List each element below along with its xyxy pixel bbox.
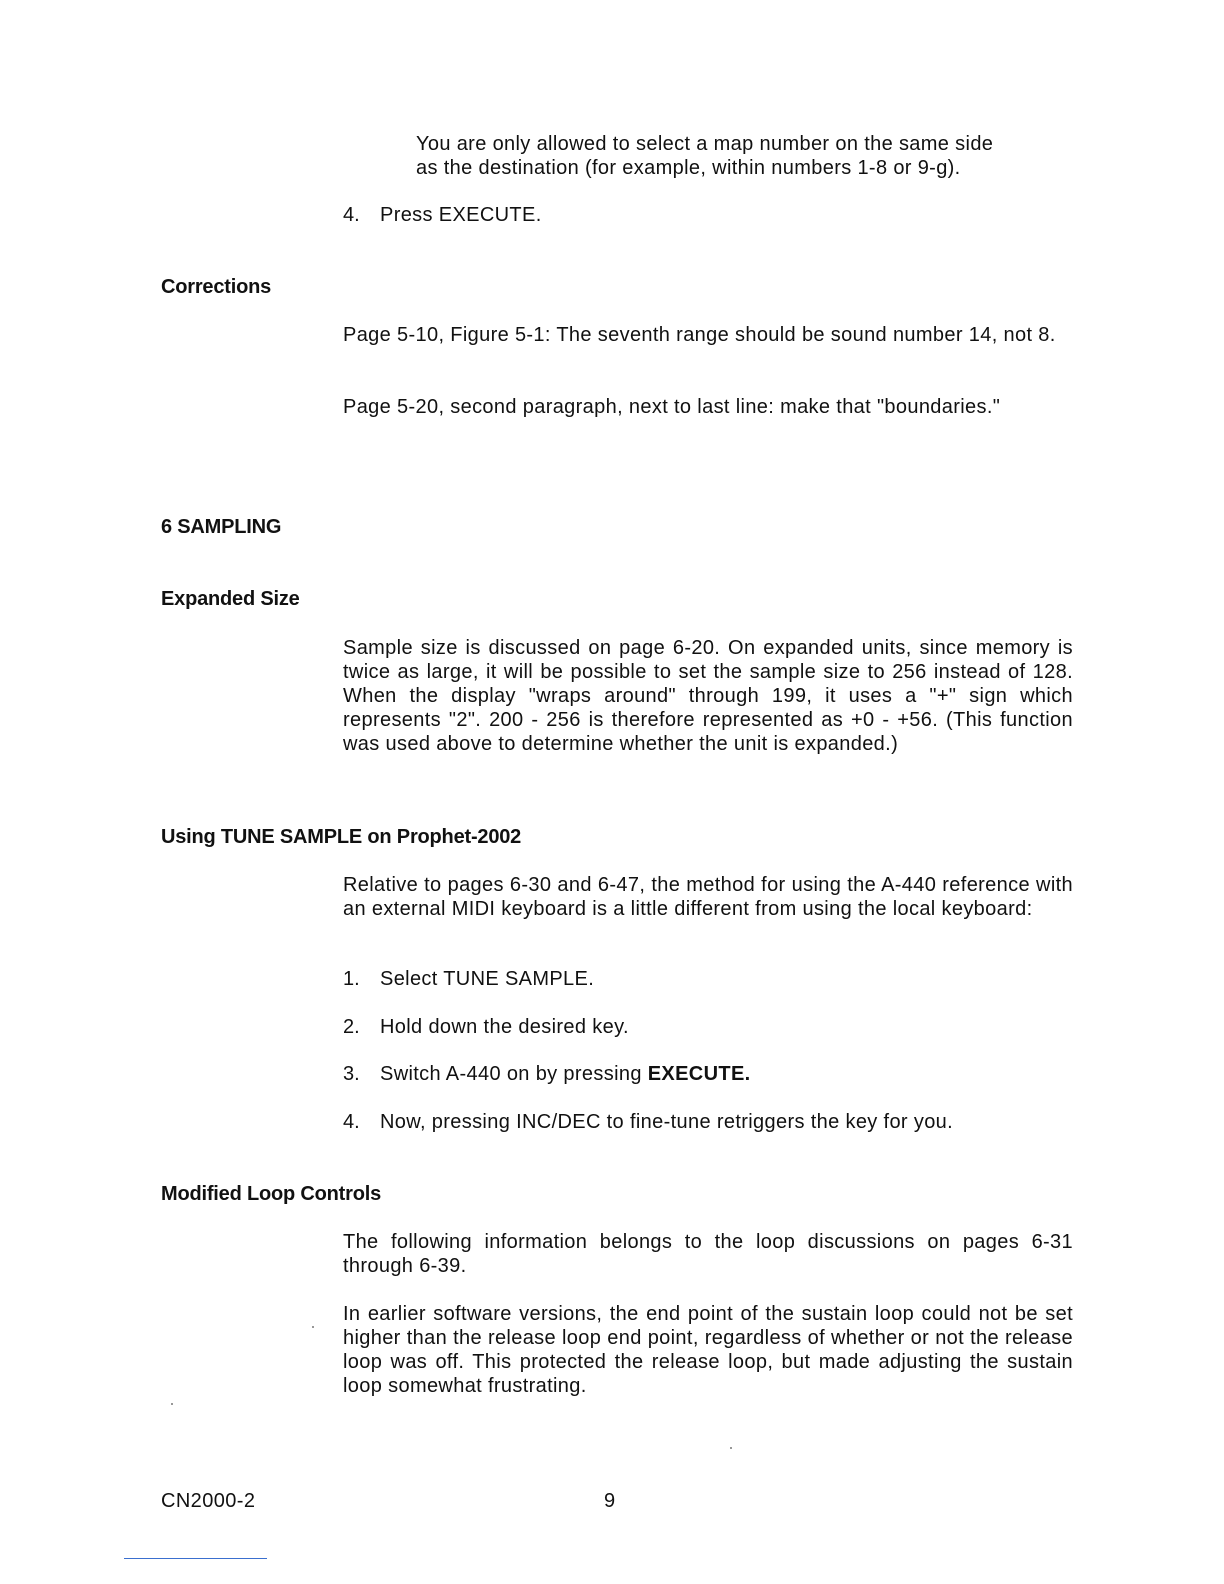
- scan-speck: [312, 1326, 314, 1328]
- step-number: 3.: [343, 1063, 360, 1085]
- step-number: 2.: [343, 1016, 360, 1038]
- correction-paragraph-1: Page 5-10, Figure 5-1: The seventh range should be sound number 14, not 8.: [343, 324, 1056, 346]
- step-number: 1.: [343, 968, 360, 990]
- execute-step: [343, 203, 542, 227]
- correction-paragraph-2: Page 5-20, second paragraph, next to last line: make that "boundaries.": [343, 396, 1001, 418]
- tune-step-2: [343, 1015, 629, 1039]
- map-number-note: [416, 132, 1076, 180]
- scan-speck: [730, 1447, 732, 1449]
- step-number: 4.: [343, 1111, 360, 1133]
- scan-speck: [171, 1403, 173, 1405]
- step-text: Press EXECUTE.: [380, 204, 542, 226]
- tune-sample-heading: Using TUNE SAMPLE on Prophet-2002: [161, 826, 522, 848]
- execute-keyword: EXECUTE.: [647, 1063, 751, 1085]
- map-number-note-line2: as the destination (for example, within numbers 1-8 or 9-g).: [416, 157, 961, 179]
- loop-controls-paragraph-2: In earlier software versions, the end point of the sustain loop could not be set higher than the release loop end point, regardless of whether or not the release loop was off. This protected the release loop, but made adjusting the sustain loop somewhat frustrating.: [343, 1303, 1073, 1397]
- loop-controls-paragraph-1: The following information belongs to the loop discussions on pages 6-31 through 6-39.: [343, 1231, 1073, 1277]
- step-text: Switch A-440 on by pressing: [380, 1063, 648, 1085]
- corrections-heading: Corrections: [161, 276, 272, 298]
- tune-step-4: [343, 1110, 953, 1134]
- step-text: Select TUNE SAMPLE.: [380, 968, 595, 990]
- map-number-note-line1: You are only allowed to select a map number on the same side: [416, 133, 994, 155]
- step-text: Now, pressing INC/DEC to fine-tune retriggers the key for you.: [380, 1111, 954, 1133]
- loop-controls-heading: Modified Loop Controls: [161, 1183, 382, 1205]
- expanded-size-heading: Expanded Size: [161, 588, 300, 610]
- step-number: 4.: [343, 204, 360, 226]
- page-number: 9: [604, 1490, 616, 1512]
- step-text: Hold down the desired key.: [380, 1016, 629, 1038]
- chapter-heading: 6 SAMPLING: [161, 516, 282, 538]
- tune-step-1: [343, 967, 594, 991]
- footer-rule: [124, 1558, 267, 1559]
- document-id: CN2000-2: [161, 1490, 256, 1512]
- tune-step-3: [343, 1062, 751, 1086]
- tune-sample-intro: Relative to pages 6-30 and 6-47, the method for using the A-440 reference with an external MIDI keyboard is a little different from using the local keyboard:: [343, 874, 1073, 920]
- expanded-size-paragraph: Sample size is discussed on page 6-20. On expanded units, since memory is twice as large, it will be possible to set the sample size to 256 instead of 128. When the display "wraps around" through 199, it uses a "+" sign which represents "2". 200 - 256 is therefore represented as +0 - +56. (This function was used above to determine whether the unit is expanded.): [343, 637, 1073, 755]
